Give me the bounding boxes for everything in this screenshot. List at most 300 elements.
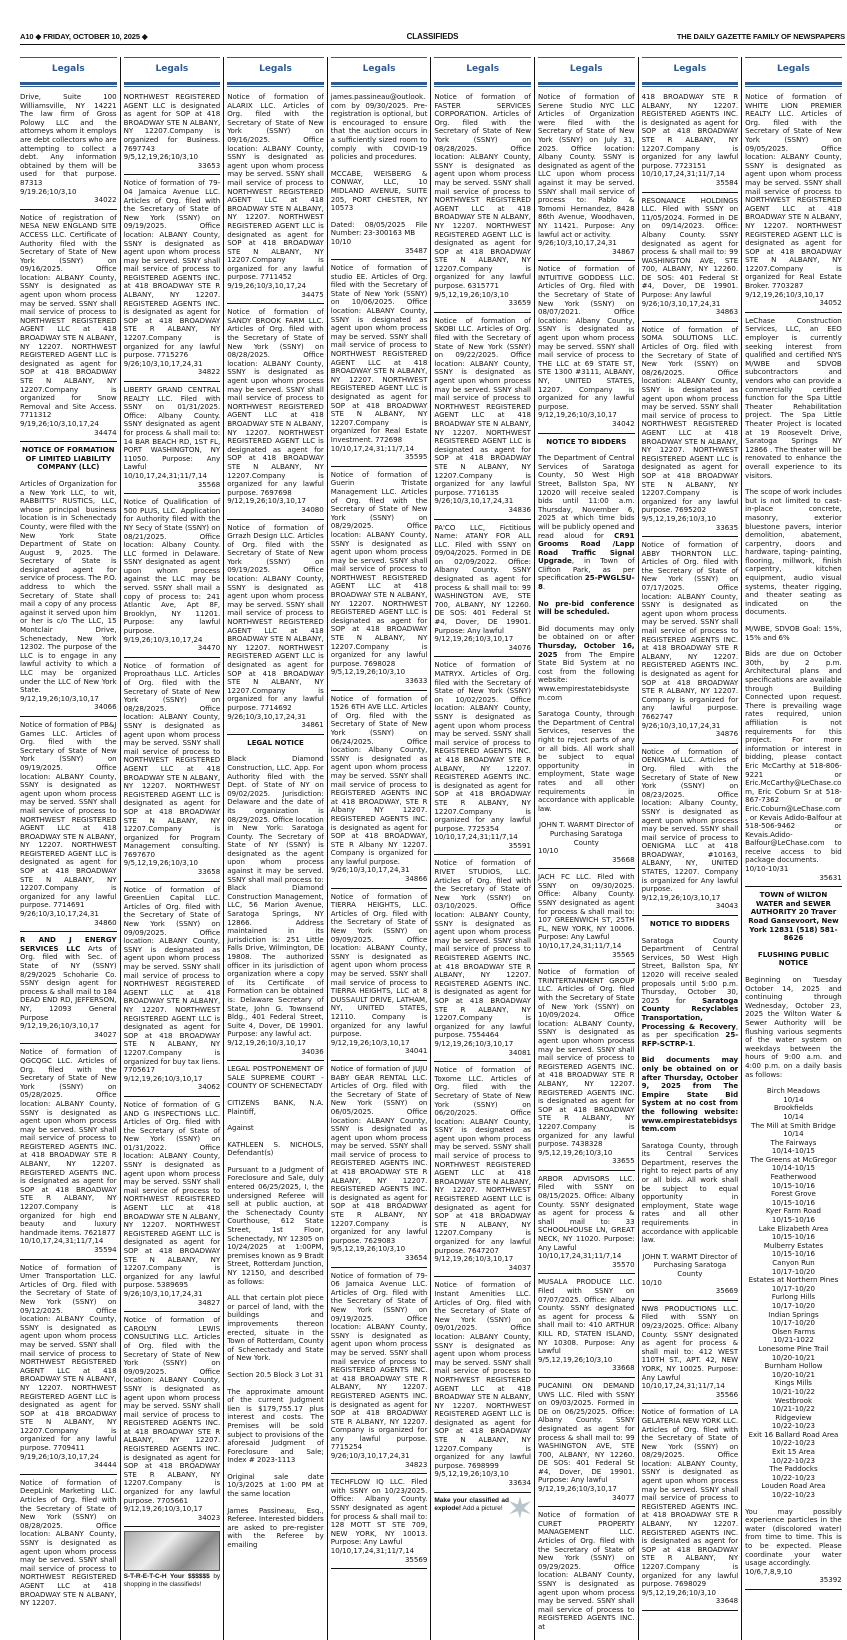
notice-paragraph <box>20 936 117 1022</box>
legal-notice <box>227 93 324 304</box>
schedule-area: The Fairways <box>770 1137 817 1147</box>
publication-dates: 9/12,19,26;10/3,10,17 <box>537 1484 617 1494</box>
notice-text: , in Town of Clifton Park, as per specification <box>537 556 635 583</box>
column-header: Legals <box>745 57 842 82</box>
column-header: Legals <box>538 57 635 82</box>
legal-notice <box>538 1511 635 1635</box>
notice-text: from The Empire State Bid System at no cost from the following website: www.empirestatebidsystem.com <box>537 649 635 702</box>
notice-paragraph: Notice of formation of SKOBI LLC. Articles of Org. filed with the Secretary of State of New York (SSNY) on 09/22/2025. Office location: ALBANY County, SSNY is designated as agent upon whom process may be served. SSNY shall mail service of process to NORTHWEST REGISTERED AGENT LLC at 418 BROADWAY STE N ALBANY, NY 12207. NORTHWEST REGISTERED AGENT LLC is designated as agent for SOP at 418 BROADWAY STE N ALBANY, NY 12207.Company is organized for any lawful purpose. 7716135 <box>434 315 531 497</box>
header-rule <box>538 82 635 85</box>
legal-notice <box>124 662 221 882</box>
legal-notice <box>227 739 324 1061</box>
schedule-dates: 10/17-10/20 <box>771 1283 816 1293</box>
notice-paragraph: james.passineau@outlook.com by 09/30/2025. Pre-registration is optional, but is encouraged to ensure that the auction occurs in a sufficiently sized room to comply with COVID-19 policies and procedures. <box>330 92 428 162</box>
column-header: Legals <box>20 57 117 82</box>
legals-columns <box>20 57 845 1640</box>
schedule-dates: 10/22-10/23 <box>771 1455 816 1465</box>
ad-headline: S-T-R-E-T-C-H Your $$$$$$ <box>123 1573 210 1581</box>
legal-notice <box>331 1478 428 1569</box>
header-rule <box>124 86 221 87</box>
publication-dates: 10/10,17,24,31;11/7,14 <box>123 470 207 480</box>
notice-text: Arts of Org. filed with Sec. of State of NY (SSNY) 8/29/2025 Schoharie Co. SSNY design agent for process & shall mail to 184 DEAD END RD, JEFFERSON, NY, 12093 General Purpose <box>20 943 117 1022</box>
schedule-area: Brookfields <box>773 1103 814 1113</box>
notice-text: The Department of Central Services of Saratoga County, 50 West High Street, Ballston Spa, NY 12020 will receive sealed bids until 11:00 a.m. Thursday, November 6, 2025 at which time bids will be publicly opened and read aloud for <box>537 453 635 540</box>
notice-paragraph: Notice of formation of 1526 6TH AVE LLC. Articles of Org. filed with the Secretary of State of New York (SSNY) on 06/24/2025. Office location: Albany County, SSNY is designated as agent upon whom process may be served. SSNY shall mail service of process to REGISTERED AGENTS INC at 418 BROADWAY, STE R Albany NY 12207. REGISTERED AGENTS INC. is designated as agent for SOP at 418 BROADWAY, STE R Albany NY 12207. Company is organized for any lawful purpose. <box>330 693 428 866</box>
notice-id: 33648 <box>715 1596 739 1606</box>
schedule-item <box>745 1414 842 1431</box>
section-title: CLASSIFIEDS <box>406 32 459 41</box>
publication-dates: 10/10 <box>641 1277 662 1287</box>
notice-emphasis: CR91 Grooms Road /Lapp Road Traffic Signal Upgrade <box>537 530 635 566</box>
notice-paragraph: NORTHWEST REGISTERED AGENT LLC is designated as agent for SOP at 418 BROADWAY STE N ALBANY, NY 12207.Company is organized for Business. 7697743 <box>123 92 221 153</box>
notice-paragraph: Notice of formation of studio EE. Articles of Org. filed with the Secretary of State of New York (SSNY) on 10/06/2025. Office location: ALBANY County, SSNY is designated as agent upon whom process may be served. SSNY shall mail service of process to NORTHWEST REGISTERED AGENT LLC at 418 BROADWAY STE N ALBANY, NY 12207. NORTHWEST REGISTERED AGENT LLC is designated as agent for SOP at 418 BROADWAY STE N ALBANY, NY 12207.Company is organized for Real Estate Investment. 772698 <box>330 263 428 444</box>
notice-paragraph: ALL that certain plot piece or parcel of land, with the buildings and improvements thereon erected, situate in the Town of Rotterdam, County of Schenectady and State of New York. <box>227 1293 324 1363</box>
legal-notice <box>538 1382 635 1507</box>
legal-notice <box>331 695 428 889</box>
notice-id: 35392 <box>819 1575 842 1585</box>
schedule-item <box>745 1311 842 1328</box>
notice-paragraph: PUCANINI ON DEMAND UWS LLC. Filed with SSNY on 09/03/2025. Formed in DE on 06/25/2025. Office: Albany County. SSNY designated as agent for process & shall mail to: 99 WASHINGTON AVE, STE 700, ALBANY, NY 12260. DE SOS: 401 Federal St #4, Dover, DE 19901. Purpose: Any lawful <box>537 1380 635 1485</box>
publication-dates: 9/5,12,19,26;10/3,10 <box>434 1469 509 1479</box>
notice-id: 34861 <box>301 720 324 730</box>
schedule-area: Lonesome Pine Trail <box>758 1343 829 1353</box>
legals-column <box>430 57 534 1640</box>
header-rule <box>20 82 117 85</box>
publication-name: THE DAILY GAZETTE FAMILY OF NEWSPAPERS <box>676 32 845 41</box>
publication-dates: 9/12,19,26;10/3,10,17 <box>641 892 721 902</box>
publication-dates: 9/12,19,26;10/3,10,17 <box>330 1037 410 1047</box>
schedule-dates: 10/14 <box>783 1094 804 1104</box>
header-rule <box>745 82 842 85</box>
notice-paragraph: Notice of formation of JUJU BABY GEAR RENTAL LLC. Articles of Org. filed with the Secretary of State of New York (SSNY) on 06/05/2025. Office location: ALBANY County, SSNY is designated as agent upon whom process may be served. SSNY shall mail service of process to REGISTERED AGENTS INC. at 418 BROADWAY STE R ALBANY, NY 12207. REGISTERED AGENTS INC. is designated as agent for SOP at 418 BROADWAY STE R ALBANY, NY 12207.Company is organized for any lawful purpose. 7629083 <box>330 1063 428 1245</box>
legal-notice <box>434 1281 531 1492</box>
notice-id: 34076 <box>508 642 531 652</box>
notice-heading: NOTICE TO BIDDERS <box>649 919 730 929</box>
notice-paragraph <box>538 454 635 592</box>
legal-notice <box>124 498 221 658</box>
legals-column <box>534 57 638 1640</box>
notice-paragraph: Notice of formation of Umer Transportation LLC. Articles of Org. filed with the Secretary of State of New York (SSNY) on 09/12/2025. Office location: ALBANY County, SSNY is designated as agent upon whom process may be served. SSNY shall mail service of process to NORTHWEST REGISTERED AGENT LLC at 418 BROADWAY STE N ALBANY, NY 12207. NORTHWEST REGISTERED AGENT LLC is designated as agent for SOP at 418 BROADWAY STE N ALBANY, NY 12207.Company is organized for any lawful purpose. 7709411 <box>20 1262 117 1453</box>
publication-dates: 9/26;10/3,10,17,24,31 <box>641 720 721 730</box>
notice-id: 35566 <box>715 1389 739 1399</box>
notice-id: 33658 <box>197 867 221 877</box>
legal-notice <box>538 1175 635 1275</box>
notice-id: 35570 <box>612 1259 635 1269</box>
schedule-dates: 10/22-10/23 <box>771 1472 816 1482</box>
notice-paragraph: The approximate amount of the current Judgment lien is $179,755.17 plus interest and costs. The Premises will be sold subject to provisions of the aforesaid Judgment of Foreclosure and Sale; Index # 2023-1113 <box>227 1386 324 1465</box>
schedule-item <box>745 1397 842 1414</box>
publication-dates: 9/5,12,19,26;10/3,10 <box>434 289 509 299</box>
publication-dates: 9/12,19,26;10/3,10,17 <box>434 1038 514 1048</box>
schedule-item <box>745 1122 842 1139</box>
flushing-schedule <box>745 1087 842 1500</box>
publication-dates: 9/26;10/3,10,17,24,31 <box>20 909 99 919</box>
ad-text <box>124 1573 221 1589</box>
schedule-dates: 10/20-10/21 <box>771 1352 816 1362</box>
notice-paragraph <box>538 625 635 702</box>
publication-dates: 9/26;10/3,10,17,24,31 <box>227 711 307 721</box>
notice-id: 35595 <box>404 452 428 462</box>
notice-paragraph: LeChase Construction Services, LLC, an EEO employer is currently seeking interest from qualified and certified NYS M/WBE and SDVOB subcontractors and vendors who can provide a commercially certified function for the Spa Little Theater Rehabilitation project. The Spa Little Theater Project is located at 19 Roosevelt Drive, Saratoga Springs NY 12866 . The theater will be renovated to enhance the overall experience to its visitors. <box>745 315 842 480</box>
classified-ad[interactable] <box>434 1497 531 1517</box>
legal-notice <box>227 524 324 735</box>
publication-dates: 9/12,19,26;10/3,10,17 <box>434 634 514 644</box>
publication-dates: 10/10,17,24,31;11/7,14 <box>434 832 518 842</box>
notice-paragraph: Notice of formation of Proproathaus LLC. Articles of Org. filed with the Secretary of State of New York (SSNY) on 08/28/2025. Office location: ALBANY County, SSNY is designated as agent upon whom process may be served. SSNY shall mail service of process to NORTHWEST REGISTERED AGENT LLC at 418 BROADWAY STE N ALBANY, NY 12207. NORTHWEST REGISTERED AGENT LLC is designated as agent for SOP at 418 BROADWAY STE N ALBANY, NY 12207.Company is organized for Program Management consulting. 7697670 <box>123 660 221 859</box>
notice-paragraph: Beginning on Tuesday October 14, 2025 and continuing through Wednesday, October 23, 2025 the Wilton Water & Sewer Authority will be flushing various segments of the water system on weekdays between the hours of 9:00 a.m. and 4:00 p.m. on a daily basis as follows: <box>745 975 842 1079</box>
notice-id: 35669 <box>715 1286 739 1296</box>
schedule-area: Kings Mills <box>774 1378 812 1388</box>
legal-notice <box>642 1305 739 1405</box>
header-rule <box>20 86 117 87</box>
publication-dates: 9/12,19,26;10/3,10,17 <box>537 410 617 420</box>
legals-column <box>327 57 431 1640</box>
notice-paragraph: Saratoga County, through the Department of Central Services, reserves the right to reject parts of any or all bids. All work shall be subject to equal opportunity in employment, State wage rates and all other requirements in accordance with applicable law. <box>537 709 635 813</box>
notice-id: 35569 <box>404 1554 428 1564</box>
notice-paragraph: MUSALA PRODUCE LLC. Filed with SSNY on 07/07/2025. Office: Albany County. SSNY designated as agent for process & shall mail to: 410 ARTHUR KILL RD, STATEN ISLAND, NY 10308. Purpose: Any Lawful <box>537 1277 635 1356</box>
legal-notice <box>745 317 842 887</box>
header-rule <box>331 82 428 85</box>
notice-paragraph: RESONANCE HOLDINGS LLC. Filed with SSNY on 11/05/2024. Formed in DE on 09/14/2023. Office: Albany County. SSNY designated as agent for process & shall mail to: 99 WASHINGTON AVE, STE 700, ALBANY, NY 12260. DE SOS: 401 Federal St #4, Dover, DE 19901. Purpose: Any lawful <box>641 195 739 300</box>
notice-paragraph: Notice of formation of Instant Amenities LLC. Articles of Org. filed with the Secretary of State of New York (SSNY) on 09/01/2025. Office location: ALBANY County, SSNY is designated as agent upon whom process may be served. SSNY shall mail service of process to NORTHWEST REGISTERED AGENT LLC at 418 BROADWAY STE N ALBANY, NY 12207. NORTHWEST REGISTERED AGENT LLC is designated as agent for SOP at 418 BROADWAY STE N ALBANY, NY 12207.Company is organized for any lawful purpose. 7698999 <box>434 1280 531 1470</box>
schedule-item <box>745 1156 842 1173</box>
publication-dates: 9/19.26;10/3,10 <box>20 186 77 196</box>
notice-id: 35668 <box>612 854 635 864</box>
column-header: Legals <box>227 57 324 82</box>
publication-dates: 9/12,19,26;10/3,10,17 <box>123 1073 203 1083</box>
notice-id: 34052 <box>819 298 842 308</box>
legal-notice <box>538 265 635 433</box>
publication-dates: 10/10,17,24,31;11/7,14 <box>330 1546 415 1555</box>
column-header: Legals <box>331 57 428 82</box>
legal-notice <box>642 748 739 916</box>
notice-paragraph: Notice of formation of MATRYX. Articles of Org. filed with the Secretary of State of New York (SSNY) on 10/02/2025. Office location: ALBANY County, SSNY is designated as agent upon whom process may be served. SSNY shall mail service of process to REGISTERED AGENTS INC. at 418 BROADWAY STE R ALBANY, NY 12207. REGISTERED AGENTS INC. is designated as agent for SOP at 418 BROADWAY STE R ALBANY, NY 12207.Company is organized for any lawful purpose. 7725354 <box>434 660 531 833</box>
notice-paragraph: Original sale date 10/3/2025 at 1:00 PM at the same location <box>227 1471 324 1499</box>
notice-paragraph: Bids are due on October 30th, by 2 p.m. Architectural plans and specifications are available through Building Connected upon request. There is prevailing wage rates required, union affiliation is not requirements for this project. For more information or interest in bidding, please contact Eric McCarthy at 518-806-9221 or Eric.McCarthy@LeChase.com, Eric Coburn Sr at 518-867-7362 or Eric.Coburn@LeChase.com, or Kevais Adido-Balfour at 518-506-9462 or Kevais.Adido-Balfour@LeChase.com to receive access to bid package documents. <box>745 649 842 865</box>
publication-dates: 10/10-10/31 <box>745 864 789 874</box>
notice-paragraph: Section 20.5 Block 3 Lot 31 <box>227 1369 324 1379</box>
schedule-item <box>745 1448 842 1465</box>
notice-paragraph: JOHN T. WARMT Director of Purchasing Saratoga County <box>642 1251 738 1278</box>
publication-dates: 9/26;10/3,10,17,24,31 <box>641 298 721 308</box>
legal-notice <box>434 317 531 520</box>
header-rule <box>124 82 221 85</box>
notice-paragraph: Notice of formation of 79-06 Jamaica Avenue LLC. Articles of Org. filed with the Secretary of State of New York (SSNY) on 09/19/2025. Office location: ALBANY County, SSNY is designated as agent upon whom process may be served. SSNY shall mail service of process to REGISTERED AGENTS INC. at 418 BROADWAY STE R ALBANY, NY 12207. REGISTERED AGENTS INC. is designated as agent for SOP at 418 BROADWAY STE R ALBANY, NY 12207. Company is organized for any lawful purpose. 7715254 <box>330 1270 428 1452</box>
notice-id: 34027 <box>94 1029 117 1039</box>
header-rule <box>434 82 531 85</box>
schedule-area: Estates at Northern Pines <box>748 1275 839 1285</box>
header-rule <box>642 82 739 85</box>
classified-ad[interactable] <box>124 1531 221 1593</box>
legal-notice <box>331 264 428 467</box>
page-date-line: A10 ◆ FRIDAY, OCTOBER 10, 2025 ◆ <box>20 32 148 41</box>
publication-dates: 9/19,26;10/3,10,17,24 <box>20 1451 99 1461</box>
publication-dates: 10/10,17,24,31;11/7,14 <box>20 1236 104 1246</box>
notice-paragraph: The scope of work includes but is not limited to cast-in-place concrete, masonry, exterior bluestone pavers, interior demolition, abatement, carpentry, doors and hardware, taping- painting, flooring, millwork, finish carpentry, kitchen equipment, audio visual systems, theater rigging, and theater seating as indicated on the documents. <box>745 487 842 617</box>
notice-paragraph: You may possibly experience particles in the water (discolored water) from time to time. This is to be expected. Please coordinate your water usage accordingly. <box>745 1506 842 1568</box>
issue-date: FRIDAY, OCTOBER 10, 2025 <box>43 32 140 41</box>
notice-id: 34444 <box>94 1460 117 1470</box>
schedule-area: Birch Meadows <box>766 1086 820 1096</box>
notice-id: 33634 <box>508 1478 531 1488</box>
legal-notice <box>227 1065 324 1554</box>
ad-subtext: by shopping in the classifieds! <box>123 1573 221 1589</box>
notice-paragraph: Notice of formation of LA GELATERIA NEW YORK LLC. Articles of Org. filed with the Secretary of State of New York (SSNY) on 08/29/2025. Office location: ALBANY County, SSNY is designated as agent upon whom process may be served. SSNY shall mail service of process to REGISTERED AGENTS INC. at 418 BROADWAY STE R ALBANY, NY 12207. REGISTERED AGENTS INC. is designated as agent for SOP at 418 BROADWAY STE R ALBANY, NY 12207.Company is organized for any lawful purpose. 7698029 <box>641 1407 739 1589</box>
schedule-area: Canyon Run <box>772 1258 815 1267</box>
publication-dates: 9/26;10/3,10,17,24,31 <box>434 496 514 506</box>
notice-paragraph: Notice of formation of TIERRA HEIGHTS, LLC. Articles of Org. filed with the Secretary of State of New York (SSNY) on 09/09/2025. Office location: ALBANY County, SSNY is designated as agent upon whom process may be served. SSNY shall mail service of process to TIERRA HEIGHTS, LLC at 8 DUSSAULT DRIVE, LATHAM, NY, UNITED STATES, 12110. Company is organized for any lawful purpose. <box>330 891 428 1039</box>
schedule-dates: 10/17-10/20 <box>771 1300 816 1310</box>
schedule-dates: 10/21-10/22 <box>771 1386 816 1396</box>
notice-paragraph: Saratoga County, through its Central Services Department, reserves the right to reject parts of any or all bids. All work shall be subject to equal opportunity in employment, State wage rates and all other requirements in accordance with applicable law. <box>641 1140 739 1245</box>
notice-emphasis: TOWN of WILTON WATER and SEWER AUTHORITY 20 Traver Road Gansevoort, New York 12831 (518) 581-8626 <box>748 890 839 943</box>
legal-notice <box>20 1479 117 1612</box>
publication-dates: 9/12,19,26;10/3,10,17 <box>20 1021 99 1031</box>
publication-dates: 10/10 <box>537 846 559 856</box>
publication-dates: 9/12,19,26;10/3,10,17 <box>227 496 307 506</box>
notice-id: 34022 <box>94 195 117 205</box>
publication-dates: 9/12,19,26;10/3,10,17 <box>123 1504 203 1514</box>
publication-dates: 9/19,26;10/3,10,17,24 <box>123 634 203 644</box>
legal-notice <box>20 214 117 442</box>
schedule-area: Lake Elizabeth Area <box>758 1223 829 1233</box>
header-rule <box>434 86 531 87</box>
notice-id: 34867 <box>612 246 635 256</box>
notice-paragraph: Notice of formation of Serene Studio NYC LLC Articles of Organization were filed with the Secretary of State of New York (SSNY) on July 31, 2025. Office location: Albany County. SSNY is designated as agent of the LLC upon whom process against it may be served. SSNY shall mail service of process to: Pablo & Tomomi Hernandez, 8428 86th Avenue, Woodhaven, NY 11421. Purpose: Any lawful act or activity. <box>537 92 635 239</box>
notice-id: 34062 <box>197 1082 221 1092</box>
notice-paragraph: Articles of Organization for a New York LLC, to wit, RABBITTS' RUSTICS, LLC, whose principal business location is in Schenectady County, were filed with the New York State Department of State on August 9, 2025. The Secretary of State is designated agent for service of process. The P.O. address to which the Secretary of State shall mail a copy of any process against it served upon him or her is c/o The LLC, 15 Montclair Drive, Schenectady, New York 12302. The purpose of the LLC is to engage in any lawful activity to which a LLC may be organized under the LLC of New York State. <box>20 478 117 695</box>
notice-paragraph: Notice of formation of 79-04 Jamaica Avenue LLC. Articles of Org. filed with the Secretary of State of New York (SSNY) on 09/19/2025. Office location: ALBANY County, SSNY is designated as agent upon whom process may be served. SSNY shall mail service of process to REGISTERED AGENTS INC. at 418 BROADWAY STE R ALBANY, NY 12207. REGISTERED AGENTS INC. is designated as agent for SOP at 418 BROADWAY STE R ALBANY, NY 12207.Company is organized for any lawful purpose. 7715276 <box>123 178 221 360</box>
schedule-item <box>745 1465 842 1482</box>
schedule-area: Exit 16 Ballard Road Area <box>748 1429 839 1439</box>
schedule-area: Mulberry Estates <box>763 1240 824 1250</box>
ad-money-image <box>124 1531 221 1571</box>
legal-notice <box>124 886 221 1097</box>
legal-notice <box>538 93 635 261</box>
publication-dates: 9/26;10/3,10,17,24,31 <box>330 1451 410 1461</box>
publication-dates: 9/26;10/3,10,17,24,31 <box>537 238 617 248</box>
schedule-item <box>745 1242 842 1259</box>
legal-notice <box>124 93 221 175</box>
schedule-area: Ridgeview <box>775 1412 812 1422</box>
schedule-dates: 10/15-10/16 <box>771 1197 816 1207</box>
notice-id: 34081 <box>508 1047 531 1057</box>
notice-paragraph: Notice of formation of Toxome LLC. Articles of Org. filed with the Secretary of State of New York (SSNY) on 06/20/2025. Office location: ALBANY County, SSNY is designated as agent upon whom process may be served. SSNY shall mail service of process to NORTHWEST REGISTERED AGENT LLC at 418 BROADWAY STE N ALBANY, NY 12207. NORTHWEST REGISTERED AGENT LLC is designated as agent for SOP at 418 BROADWAY STE N ALBANY, NY 12207.Company is organized for any lawful purpose. 7647207 <box>434 1065 531 1255</box>
schedule-item <box>745 1173 842 1190</box>
schedule-item <box>745 1190 842 1207</box>
notice-paragraph: Notice of formation of CAROLYN LEWIS CONSULTING LLC. Articles of Org. filed with the Secretary of State of New York (SSNY) on 09/09/2025. Office location: ALBANY County, SSNY is designated as agent upon whom process may be served. SSNY shall mail service of process to REGISTERED AGENTS INC. at 418 BROADWAY STE R ALBANY, NY 12207. REGISTERED AGENTS INC. is designated as agent for SOP at 418 BROADWAY STE R ALBANY, NY 12207.Company is organized for any lawful purpose. 7705661 <box>123 1315 221 1505</box>
publication-dates: 9/26;10/3,10,17,24,31 <box>123 1288 203 1298</box>
schedule-item <box>745 1362 842 1379</box>
schedule-item <box>745 1482 842 1499</box>
ad-subtext: Add a picture! <box>461 1504 503 1512</box>
legal-notice <box>745 891 842 1590</box>
legal-notice <box>642 1408 739 1611</box>
legal-notice <box>434 524 531 658</box>
notice-text: Saratoga County Department of Central Services, 50 West High Street, Ballston Spa, NY 12020 will receive sealed proposals until 5:00 p.m. Thursday, October 30, 2025 for <box>641 935 739 1005</box>
notice-id: 33635 <box>715 522 739 532</box>
notice-paragraph: Notice of formation of CURET PROPERTY MANAGEMENT LLC. Articles of Org. filed with the Secretary of State of New York (SSNY) on 09/29/2025. Office location: ALBANY County, SSNY is designated as agent upon whom process may be served. SSNY shall mail service of process to REGISTERED AGENTS INC. at <box>537 1510 635 1631</box>
legal-notice <box>434 859 531 1062</box>
legal-notice <box>434 661 531 855</box>
schedule-dates: 10/20-10/21 <box>771 1369 816 1379</box>
notice-emphasis: 25-RFP-SCTRP-1 <box>641 1030 739 1048</box>
notice-paragraph: Notice of formation of PB&J Games LLC. Articles of Org. filed with the Secretary of State of New York (SSNY) on 09/19/2025. Office location: ALBANY County, SSNY is designated as agent upon whom process may be served. SSNY shall mail service of process to NORTHWEST REGISTERED AGENT LLC at 418 BROADWAY STE N ALBANY, NY 12207. NORTHWEST REGISTERED AGENT LLC is designated as agent for SOP at 418 BROADWAY STE N ALBANY, NY 12207.Company is organized for any lawful purpose. 7714691 <box>20 719 117 910</box>
notice-id: 34876 <box>715 729 739 739</box>
notice-id: 34043 <box>715 901 739 911</box>
schedule-area: Louden Road Area <box>761 1481 826 1491</box>
schedule-area: Forest Grove <box>771 1189 816 1199</box>
legal-notice <box>745 93 842 313</box>
legals-column <box>741 57 842 1640</box>
publication-dates: 9/12,19,26;10/3,10,17 <box>434 1254 514 1264</box>
notice-paragraph: MCCABE, WEISBERG & CONWAY, LLC, 10 MIDLAND AVENUE, SUITE 205, PORT CHESTER, NY 10573 <box>330 168 428 213</box>
notice-id: 35594 <box>94 1245 117 1254</box>
notice-paragraph: LEGAL POSTPONEMENT OF SALE SUPREME COURT - COUNTY OF SCHENECTADY <box>227 1064 324 1091</box>
legal-notice <box>20 93 117 210</box>
notice-paragraph: Notice of formation of QGCQGC LLC. Articles of Org. filed with the Secretary of State of New York (SSNY) on 05/28/2025. Office location: ALBANY County, SSNY is designated as agent upon whom process may be served. SSNY shall mail service of process to REGISTERED AGENTS INC. at 418 BROADWAY STE R ALBANY, NY 12207. REGISTERED AGENTS INC. is designated as agent for SOP at 418 BROADWAY STE R ALBANY, NY 12207.Company is organized for high end beauty and luxury handmade items. 7621877 <box>20 1047 117 1237</box>
legal-notice <box>642 920 739 1301</box>
publication-dates: 9/12,19,26;10/3,10,17 <box>227 1037 307 1047</box>
notice-paragraph: Black Diamond Construction, LLC. App. For Authority filed with the Dept. of State of NY on 09/02/2025. Jurisdiction: Delaware and the date of its organization is 08/29/2025. Office location in New York: Saratoga County. The Secretary of State of NY (SSNY) is designated as the agent upon whom process against it may be served. SSNY shall mail process to: Black Diamond Construction Management, LLC, 56 Marion Avenue, Saratoga Springs, NY 12866. Address maintained in its jurisdiction is: 251 Little Falls Drive, Wilmington, DE 19808. The authorized officer in its jurisdiction of organization where a copy of its Certificate of Formation can be obtained is: Delaware Secretary of State, John G. Townsend Bldg., 401 Federal Street, Suite 4, Dover, DE 19901. Purpose: any lawful act. <box>227 754 324 1039</box>
publication-dates: 10/10 <box>330 236 352 246</box>
schedule-dates: 10/17-10/20 <box>771 1318 816 1328</box>
schedule-dates: 10/14-10/15 <box>771 1163 816 1173</box>
masthead <box>20 28 845 45</box>
notice-paragraph: ARBOR ADVISORS LLC. Filed with SSNY on 08/15/2025. Office: Albany County. SSNY designated as agent for process & shall mail to: 33 SCHOOLHOUSE LN, GREAT NECK, NY 11020. Purpose: Any Lawful <box>537 1173 635 1252</box>
schedule-area: The Paddocks <box>769 1464 818 1474</box>
notice-paragraph: Notice of formation of TRINTERTAINMENT GROUP LLC. Articles of Org. filed with the Secretary of State of New York (SSNY) on 10/09/2024. Office location: ALBANY County, SSNY is designated as agent upon whom process may be served. SSNY shall mail service of process to REGISTERED AGENTS INC. at 418 BROADWAY STE R ALBANY, NY 12207. REGISTERED AGENTS INC. is designated as agent for SOP at 418 BROADWAY STE R ALBANY, NY 12207.Company is organized for any lawful purpose. 7438328 <box>537 967 635 1149</box>
legal-notice <box>124 386 221 494</box>
notice-id: 34037 <box>508 1262 531 1272</box>
notice-id: 35591 <box>508 840 531 850</box>
notice-id: 34042 <box>612 418 635 428</box>
notice-id: 34080 <box>301 504 324 514</box>
notice-id: 33655 <box>612 1156 635 1166</box>
notice-paragraph: JOHN T. WARMT Director of Purchasing Saratoga County <box>538 820 634 847</box>
legal-notice <box>331 1065 428 1268</box>
schedule-dates: 10/22-10/23 <box>771 1421 816 1431</box>
publication-dates: 9/5,12,19,26;10/3,10 <box>641 1587 716 1597</box>
schedule-item <box>745 1345 842 1362</box>
publication-dates: 9/26;10/3,10,17,24,31 <box>123 358 203 368</box>
schedule-dates: 10/15-10/16 <box>771 1215 816 1225</box>
notice-heading: NOTICE OF FORMATION OF LIMITED LIABILITY COMPANY (LLC) <box>22 445 115 472</box>
legal-notice <box>20 1048 117 1259</box>
notice-paragraph: Notice of formation of OENIGMA LLC. Articles of Org. filed with the Secretary of State of New York (SSNY) on 08/23/2025. Office location: Albany County, SSNY is designated as agent upon whom process may be served. SSNY shall mail service of process to OENIGMA LLC at 418 BROADWAY, #10163, ALBANY, NY, UNITED STATES, 12207. Company is organized for Any lawful purpose. <box>641 746 739 894</box>
notice-id: 34474 <box>94 427 117 437</box>
header-rule <box>745 86 842 87</box>
schedule-dates: 10/14 <box>783 1111 804 1121</box>
legal-notice <box>331 1272 428 1475</box>
publication-dates: 9/19,26;10/3,10,17,24 <box>227 281 307 291</box>
legal-notice <box>20 721 117 932</box>
notice-paragraph: Notice of formation of DeepLink Marketing LLC. Articles of Org. filed with the Secretary of State of New York (SSNY) on 08/28/2025. Office location: ALBANY County, SSNY is designated as agent upon whom process may be served. SSNY shall mail service of process to NORTHWEST REGISTERED AGENT LLC at 418 BROADWAY STE N ALBANY, NY 12207. <box>20 1477 117 1608</box>
notice-emphasis: Thursday, October 16, 2025 <box>537 641 635 659</box>
notice-id: 33659 <box>508 298 531 308</box>
publication-dates: 9/12,19,26;10/3,10,17 <box>745 289 825 299</box>
schedule-item <box>745 1431 842 1448</box>
legal-notice <box>434 1066 531 1277</box>
legal-notice <box>20 1264 117 1475</box>
column-header: Legals <box>642 57 739 82</box>
schedule-area: Kyer Farm Road <box>765 1206 821 1216</box>
notice-id: 35631 <box>819 872 842 882</box>
notice-id: 34475 <box>301 289 324 299</box>
legals-column <box>120 57 224 1640</box>
publication-dates: 9/5,12,19,26;10/3,10 <box>123 152 198 162</box>
legals-column <box>20 57 120 1640</box>
schedule-item <box>745 1293 842 1310</box>
notice-paragraph: Dated: 08/05/2025 File Number: 23-300163 MB <box>330 219 428 238</box>
legal-notice <box>538 873 635 964</box>
ad-headline: Make your classified ad explode! <box>434 1496 509 1512</box>
schedule-area: Olsen Farms <box>771 1326 816 1336</box>
page-number: A10 <box>20 32 34 41</box>
legal-notice <box>434 93 531 313</box>
notice-paragraph: Notice of formation of RIVET STUDIOS, LLC. Articles of Org. filed with the Secretary of State of New York (SSNY) on 03/10/2025. Office location: ALBANY County, SSNY is designated as agent upon whom process may be served. SSNY shall mail service of process to REGISTERED AGENTS INC. at 418 BROADWAY STE R ALBANY, NY 12207. REGISTERED AGENTS INC. is designated as agent for SOP at 418 BROADWAY STE R ALBANY, NY 12207.Company is organized for any lawful purpose. 7554464 <box>434 858 531 1040</box>
publication-dates: 10/10,17,24,31;11/7,14 <box>537 941 622 951</box>
schedule-dates: 10/22-10/23 <box>771 1490 816 1500</box>
header-rule <box>227 82 324 85</box>
schedule-dates: 10/15-10/16 <box>771 1249 816 1259</box>
legal-notice <box>538 438 635 870</box>
schedule-area: The Greens at McGregor <box>750 1154 837 1164</box>
notice-id: 35584 <box>715 177 739 187</box>
legal-notice <box>20 446 117 717</box>
notice-paragraph: NW8 PRODUCTIONS LLC. Filed with SSNY on 09/23/2025. Office: Albany County. SSNY designated as agent for process & shall mail to: 412 WEST 110TH ST., APT. 42, NEW YORK, NY 10025. Purpose: Any Lawful <box>641 1303 739 1382</box>
notice-paragraph: Notice of registration of NESA NEW ENGLAND SITE ACCESS LLC. Certificate of Authority filed with the Secretary of State of New York (SSNY) on 09/16/2025. Office location: ALBANY County, SSNY is designated as agent upon whom process may be served. SSNY shall mail service of process to NORTHWEST REGISTERED AGENT LLC at 418 BROADWAY STE N ALBANY, NY 12207. NORTHWEST REGISTERED AGENT LLC is designated as agent for SOP at 418 BROADWAY STE N ALBANY, NY 12207.Company is organized for Snow Removal and Site Access. 7711312 <box>20 212 117 420</box>
publication-dates: 10/10,17,24,31;11/7,14 <box>537 1251 622 1261</box>
publication-dates: 9/5,12,19,26;10/3,10 <box>537 1147 613 1157</box>
publication-dates: 9/5,12,19,26;10/3,10 <box>330 1244 406 1254</box>
notice-paragraph: James Passineau, Esq., Referee. Interested bidders are asked to pre-register with the Referee by emailing <box>227 1505 324 1550</box>
legal-notice <box>124 1316 221 1527</box>
publication-dates: 9/19,26;10/3,10,17,24 <box>20 418 99 428</box>
notice-id: 33653 <box>197 160 221 170</box>
publication-dates: 9/26;10/3,10,17,24,31 <box>330 865 410 875</box>
publication-dates: 9/5,12,19,26;10/3,10 <box>641 513 716 523</box>
schedule-item <box>745 1104 842 1121</box>
schedule-dates: 10/22-10/23 <box>771 1438 816 1448</box>
notice-id: 34023 <box>197 1512 221 1522</box>
column-header: Legals <box>434 57 531 82</box>
schedule-item <box>745 1207 842 1224</box>
schedule-area: Indian Springs <box>768 1309 819 1319</box>
publication-dates: 9/5,12,19,26;10/3,10 <box>123 858 198 868</box>
legal-notice <box>331 471 428 691</box>
schedule-area: Furlong Hills <box>771 1292 816 1302</box>
notice-id: 33668 <box>612 1363 635 1373</box>
notice-id: 34036 <box>301 1046 324 1056</box>
notice-paragraph: Notice of formation of GreenLien Capital LLC. Articles of Org. filed with the Secretary of State of New York (SSNY) on 09/09/2025. Office location: ALBANY County, SSNY is designated as agent upon whom process may be served. SSNY shall mail service of process to NORTHWEST REGISTERED AGENT LLC at 418 BROADWAY STE N ALBANY, NY 12207. NORTHWEST REGISTERED AGENT LLC is designated as agent for SOP at 418 BROADWAY STE N ALBANY, NY 12207.Company is organized for buy tax liens. 7705617 <box>123 884 221 1075</box>
notice-paragraph: 418 BROADWAY STE R ALBANY, NY 12207. REGISTERED AGENTS INC. is designated as agent for SOP at 418 BROADWAY STE R ALBANY, NY 12207.Company is organized for any lawful purpose. 7723151 <box>641 92 739 170</box>
publication-dates: 10/10,17,24,31;11/7,14 <box>641 169 725 179</box>
notice-text: , as per specification <box>641 1021 739 1040</box>
notice-paragraph: JACH FC LLC. Filed with SSNY on 09/30/2025. Office: Albany County. SSNY designated as agent for process & shall mail to: 107 GREENWICH ST, 25TH FL, NEW YORK, NY 10006. Purpose: Any Lawful <box>537 872 635 942</box>
notice-emphasis: No pre-bid conference will be scheduled. <box>537 598 635 617</box>
notice-id: 34077 <box>612 1492 635 1502</box>
notice-paragraph: Notice of formation of WHITE LION PREMIER REALTY LLC. Articles of Org. filed with the Secretary of State of New York (SSNY) on 09/05/2025. Office location: ALBANY County, SSNY is designated as agent upon whom process may be served. SSNY shall mail service of process to NORTHWEST REGISTERED AGENT LLC at 418 BROADWAY STE N ALBANY, NY 12207. NORTHWEST REGISTERED AGENT LLC is designated as agent for SOP at 418 BROADWAY STE N ALBANY, NY 12207.Company is organized for Real Estate Broker. 7703287 <box>745 92 842 291</box>
legal-notice <box>227 308 324 519</box>
notice-emphasis: Saratoga County Recyclables Transportation, Processing & Recovery <box>641 995 739 1031</box>
schedule-area: Burnham Hollow <box>764 1361 823 1371</box>
legal-notice <box>20 936 117 1044</box>
header-rule <box>538 86 635 87</box>
schedule-item <box>745 1087 842 1104</box>
notice-paragraph: Notice of formation of SANDY BROOK FARM LLC. Articles of Org. filed with the Secretary of State of New York (SSNY) on 08/28/2025. Office location: ALBANY County, SSNY is designated as agent upon whom process may be served. SSNY shall mail service of process to NORTHWEST REGISTERED AGENT LLC at 418 BROADWAY STE N ALBANY, NY 12207. NORTHWEST REGISTERED AGENT LLC is designated as agent for SOP at 418 BROADWAY STE N ALBANY, NY 12207.Company is organized for any lawful purpose. 7697698 <box>227 307 324 497</box>
notice-id: 34827 <box>197 1297 221 1307</box>
